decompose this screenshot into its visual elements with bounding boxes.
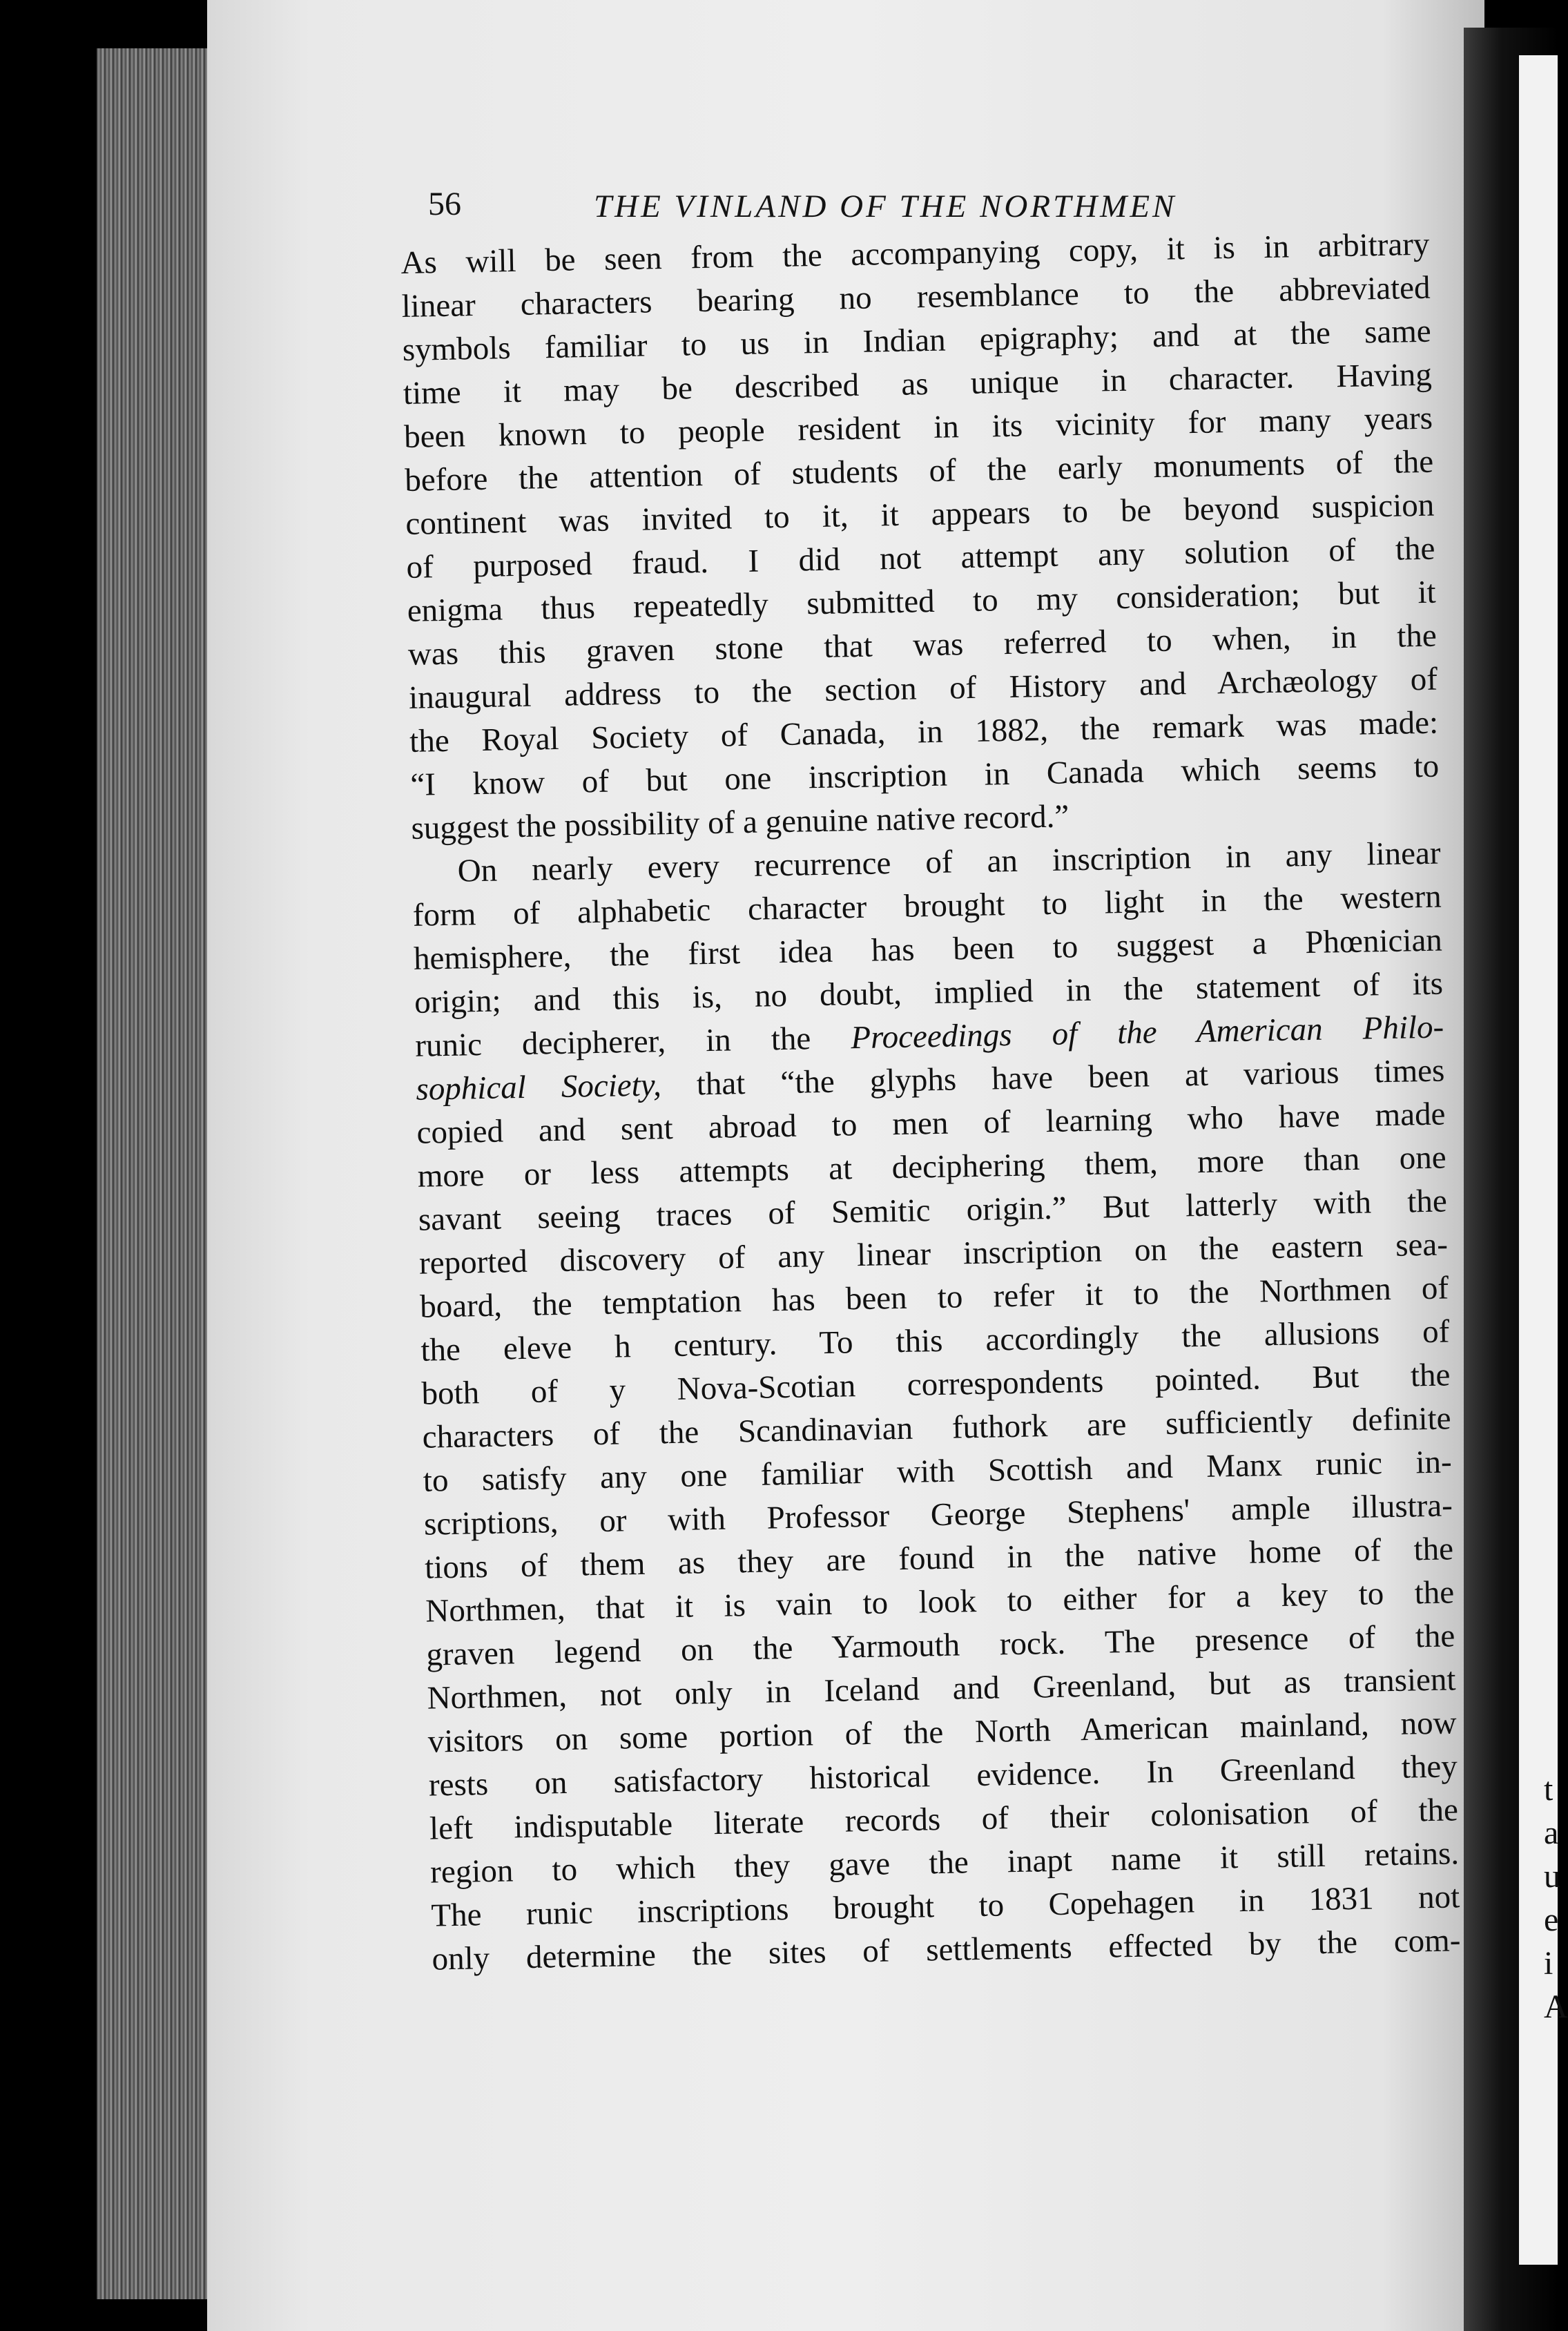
text-line: rests on satisfactory historical evidence. In Greenland they bbox=[428, 1748, 1458, 1803]
text-line: As will be seen from the accompanying copy, it is in arbitrary bbox=[400, 226, 1430, 281]
text-line: continent was invited to it, it appears to be beyond suspicion bbox=[405, 487, 1435, 542]
text-run: that “the glyphs have been at various times bbox=[696, 1052, 1445, 1103]
text-line: visitors on some portion of the North American mainland, now bbox=[427, 1705, 1458, 1760]
text-line: linear characters bearing no resemblance to the abbreviated bbox=[401, 269, 1431, 325]
text-run: runic decipherer, in the bbox=[414, 1021, 811, 1064]
journal-title-italic: Proceedings of the American Philo- bbox=[850, 1009, 1444, 1056]
text-line: Northmen, that it is vain to look to either for a key to the bbox=[425, 1574, 1455, 1629]
next-page-fragments bbox=[1544, 1768, 1568, 2029]
text-line: enigma thus repeatedly submitted to my consideration; but it bbox=[407, 574, 1437, 629]
text-line: characters of the Scandinavian futhork are sufficiently definite bbox=[422, 1400, 1451, 1455]
text-line: inaugural address to the section of History and Archæology of bbox=[408, 661, 1438, 716]
book-page-edges bbox=[97, 48, 214, 2299]
next-page-fragment: i bbox=[1544, 1945, 1554, 1982]
paragraph-start-line: On nearly every recurrence of an inscription in any linear bbox=[457, 835, 1441, 889]
text-run: only determine the bbox=[432, 1935, 733, 1977]
text-line: to satisfy any one familiar with Scottish and Manx runic in- bbox=[423, 1444, 1453, 1499]
text-line: before the attention of students of the early monuments of the bbox=[404, 443, 1434, 499]
text-line: the Royal Society of Canada, in 1882, the remark was made: bbox=[409, 704, 1439, 760]
text-line: reported discovery of any linear inscription on the eastern sea- bbox=[418, 1226, 1449, 1281]
text-line: was this graven stone that was referred to when, in the bbox=[407, 617, 1438, 673]
next-page-fragment: a bbox=[1544, 1815, 1559, 1851]
next-page-fragment: A bbox=[1544, 1989, 1568, 2025]
next-page-fragment: u bbox=[1544, 1858, 1560, 1895]
text-line: copied and sent abroad to men of learning who have made bbox=[416, 1096, 1446, 1151]
text-line: board, the temptation has been to refer it to the Northmen of bbox=[419, 1270, 1449, 1325]
next-page-fragment: e bbox=[1544, 1902, 1559, 1938]
text-line: graven legend on the Yarmouth rock. The presence of the bbox=[426, 1618, 1455, 1673]
text-run: the eleve bbox=[420, 1329, 572, 1368]
page-number: 56 bbox=[428, 186, 461, 222]
text-line: time it may be described as unique in character. Having bbox=[403, 356, 1433, 412]
text-line: symbols familiar to us in Indian epigraphy; and at the same bbox=[402, 313, 1432, 368]
body-text bbox=[400, 223, 1461, 1982]
text-line: Northmen, not only in Iceland and Greenland, but as transient bbox=[427, 1661, 1456, 1716]
text-line: scriptions, or with Professor George Stephens' ample illustra- bbox=[423, 1487, 1453, 1542]
running-title: THE VINLAND OF THE NORTHMEN bbox=[594, 188, 1177, 224]
text-line: region to which they gave the inapt name it still retains. bbox=[429, 1835, 1460, 1890]
text-line: “I know of but one inscription in Canada which seems to bbox=[409, 748, 1440, 803]
text-line: of purposed fraud. I did not attempt any solution of the bbox=[406, 530, 1435, 586]
text-run: y Nova-Scotian correspondents pointed. But the bbox=[609, 1357, 1451, 1409]
text-line: form of alphabetic character brought to light in the western bbox=[412, 878, 1442, 934]
text-line: hemisphere, the first idea has been to suggest a Phœnician bbox=[413, 922, 1443, 977]
text-run: hagen in 1831 not bbox=[1116, 1879, 1460, 1922]
text-line: left indisputable literate records of their colonisation of the bbox=[429, 1792, 1459, 1847]
text-run: h century. To this accordingly the allusions of bbox=[614, 1313, 1450, 1365]
text-run: The runic inscriptions brought to Cope bbox=[430, 1885, 1118, 1934]
text-line: suggest the possibility of a genuine native record.” bbox=[411, 798, 1069, 847]
text-line: tions of them as they are found in the native home of the bbox=[424, 1531, 1454, 1586]
text-line: savant seeing traces of Semitic origin.” But latterly with the bbox=[418, 1183, 1448, 1238]
text-line: origin; and this is, no doubt, implied in the statement of its bbox=[414, 965, 1444, 1021]
text-run: both of bbox=[421, 1373, 559, 1412]
journal-title-italic: sophical Society, bbox=[416, 1067, 662, 1108]
text-run: sites of settlements effected by the com- bbox=[768, 1922, 1461, 1971]
text-line: more or less attempts at deciphering them, more than one bbox=[417, 1139, 1447, 1194]
text-line: been known to people resident in its vicinity for many years bbox=[403, 400, 1433, 455]
next-page-fragment: t bbox=[1544, 1771, 1554, 1808]
